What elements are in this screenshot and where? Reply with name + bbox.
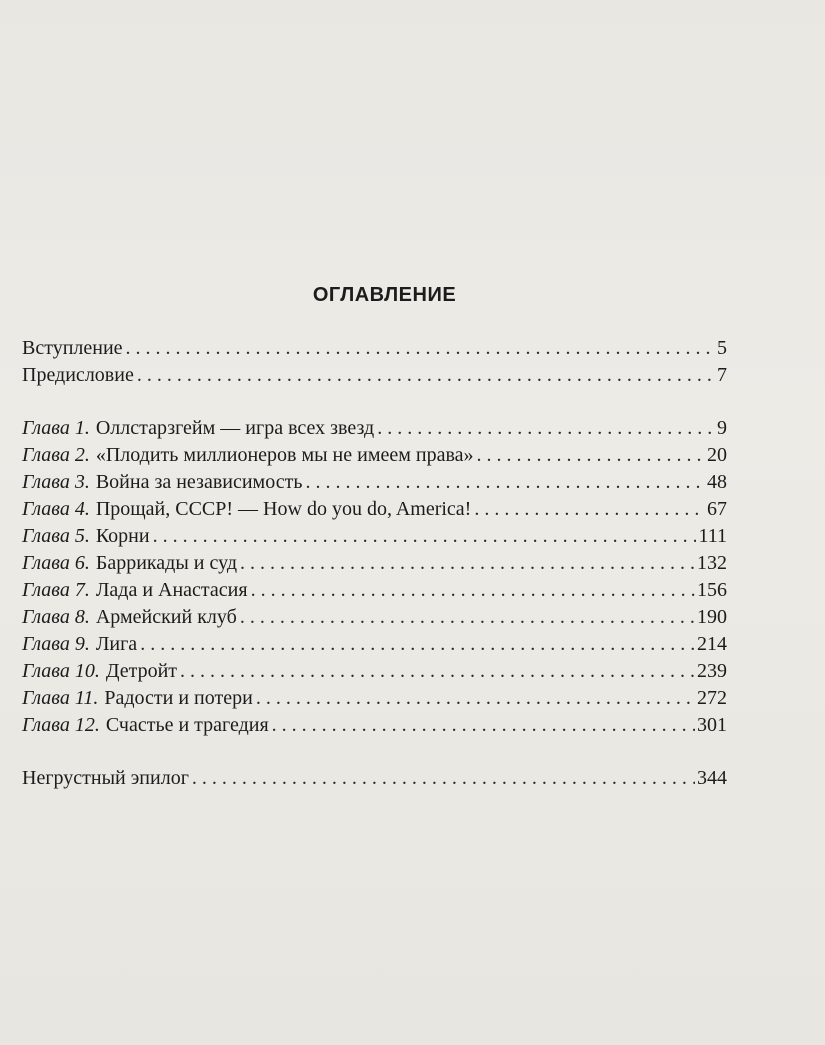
dot-leader [140, 631, 695, 658]
chapter-title: Баррикады и суд [95, 552, 238, 574]
toc-entry-chapter-3 [22, 469, 727, 496]
toc-entry-chapter-6 [22, 550, 727, 577]
entry-page-number: 20 [707, 444, 727, 466]
chapters-list [22, 415, 727, 739]
chapter-title: Лига [95, 633, 138, 655]
chapter-number: Глава 5. [22, 525, 90, 547]
chapter-number: Глава 6. [22, 552, 90, 574]
dot-leader [153, 523, 697, 550]
chapter-number: Глава 8. [22, 606, 90, 628]
dot-leader [474, 496, 705, 523]
chapter-title: Радости и потери [104, 687, 253, 709]
toc-entry-chapter-5 [22, 523, 727, 550]
chapter-title: Корни [95, 525, 150, 547]
toc-entry-chapter-8 [22, 604, 727, 631]
chapter-title: Детройт [105, 660, 178, 682]
toc-entry-epilogue [22, 765, 727, 792]
toc-entry-chapter-7 [22, 577, 727, 604]
entry-page-number: 7 [717, 364, 727, 386]
entry-label: Предисловие [22, 364, 134, 386]
entry-page-number: 156 [697, 579, 727, 601]
toc-entry-chapter-9 [22, 631, 727, 658]
entry-page-number: 190 [697, 606, 727, 628]
entry-label: Вступление [22, 337, 123, 359]
chapter-number: Глава 3. [22, 471, 90, 493]
toc-entry-chapter-4 [22, 496, 727, 523]
back-matter-list [22, 765, 727, 792]
chapter-number: Глава 11. [22, 687, 99, 709]
dot-leader [305, 469, 705, 496]
toc-entry-chapter-10 [22, 658, 727, 685]
dot-leader [477, 442, 705, 469]
entry-page-number: 9 [717, 417, 727, 439]
dot-leader [256, 685, 695, 712]
toc-entry-chapter-1 [22, 415, 727, 442]
toc-title: ОГЛАВЛЕНИЕ [312, 284, 457, 306]
chapter-number: Глава 9. [22, 633, 90, 655]
chapter-title: Лада и Анастасия [95, 579, 248, 601]
toc-entry-introduction [22, 335, 727, 362]
chapter-title: Армейский клуб [95, 606, 237, 628]
chapter-title: Война за независимость [95, 471, 303, 493]
chapter-number: Глава 2. [22, 444, 90, 466]
toc-entry-preface [22, 362, 727, 389]
dot-leader [137, 362, 715, 389]
entry-page-number: 239 [697, 660, 727, 682]
spacer [22, 389, 727, 415]
entry-page-number: 272 [697, 687, 727, 709]
dot-leader [180, 658, 695, 685]
dot-leader [240, 604, 695, 631]
toc-entry-chapter-12 [22, 712, 727, 739]
entry-page-number: 111 [698, 525, 727, 547]
entry-label: Негрустный эпилог [22, 767, 189, 789]
dot-leader [192, 765, 695, 792]
dot-leader [251, 577, 695, 604]
chapter-number: Глава 1. [22, 417, 90, 439]
chapter-title: «Плодить миллионеров мы не имеем права» [95, 444, 474, 466]
dot-leader [126, 335, 715, 362]
entry-page-number: 132 [697, 552, 727, 574]
entry-page-number: 5 [717, 337, 727, 359]
dot-leader [272, 712, 695, 739]
chapter-number: Глава 4. [22, 498, 90, 520]
chapter-title: Счастье и трагедия [105, 714, 269, 736]
toc-entry-chapter-2 [22, 442, 727, 469]
table-of-contents [22, 280, 727, 792]
chapter-title: Прощай, СССР! — How do you do, America! [95, 498, 472, 520]
entry-page-number: 48 [707, 471, 727, 493]
chapter-title: Оллстарзгейм — игра всех звезд [95, 417, 375, 439]
entry-page-number: 214 [697, 633, 727, 655]
dot-leader [377, 415, 715, 442]
toc-entry-chapter-11 [22, 685, 727, 712]
entry-page-number: 301 [697, 714, 727, 736]
entry-page-number: 344 [697, 767, 727, 789]
chapter-number: Глава 7. [22, 579, 90, 601]
dot-leader [240, 550, 695, 577]
entry-page-number: 67 [707, 498, 727, 520]
spacer [22, 739, 727, 765]
chapter-number: Глава 10. [22, 660, 100, 682]
chapter-number: Глава 12. [22, 714, 100, 736]
front-matter-list [22, 335, 727, 389]
